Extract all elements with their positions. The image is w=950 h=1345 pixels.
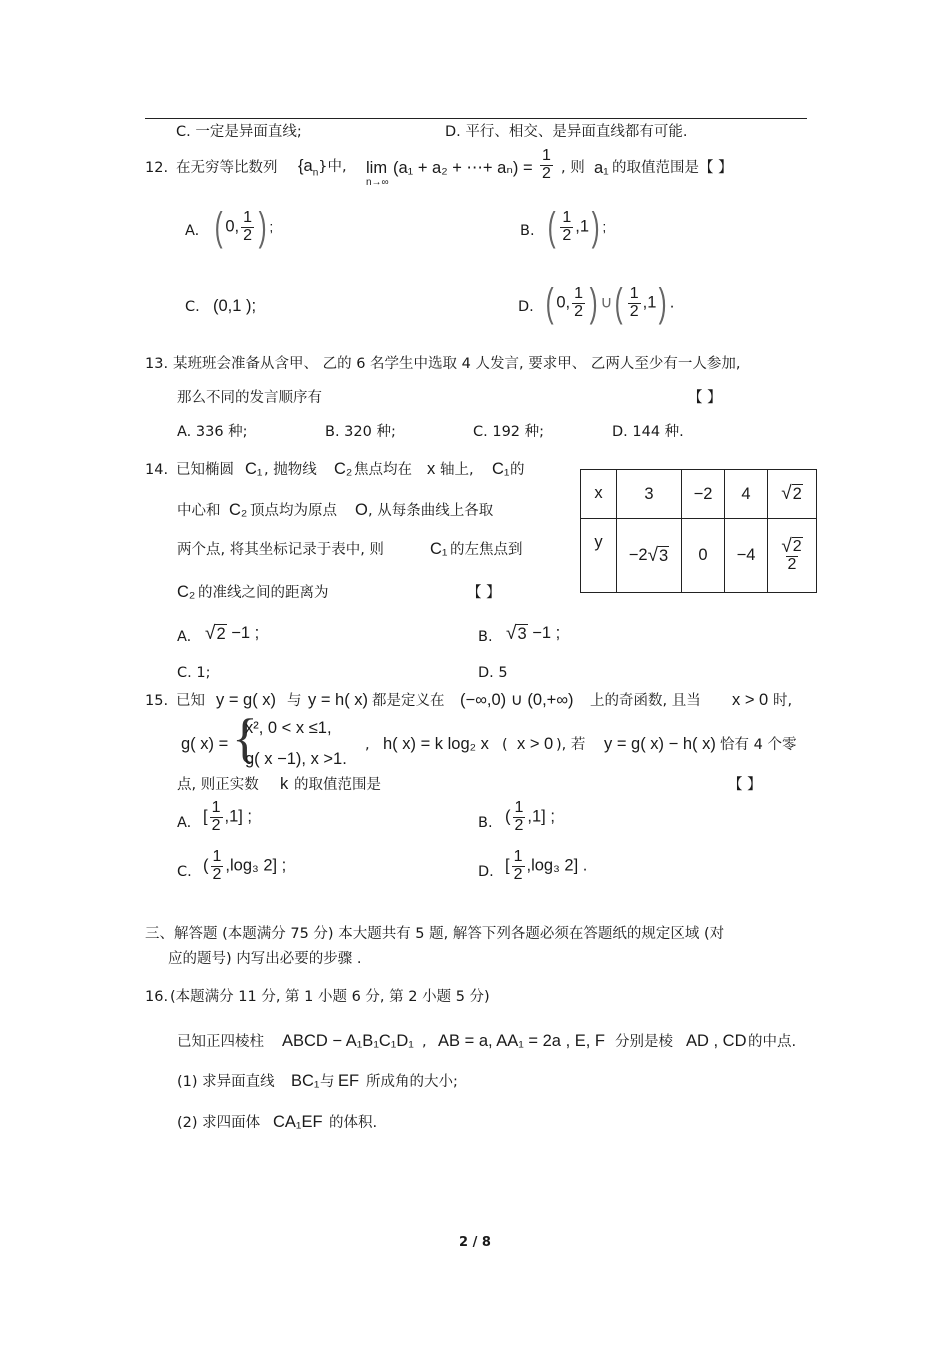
q15-condition: x > 0 — [732, 691, 769, 709]
q16-header: (本题满分 11 分, 第 1 小题 6 分, 第 2 小题 5 分) — [170, 989, 490, 1005]
q15-h-definition: h( x) = k log₂ x — [383, 735, 489, 753]
q16-part1-ef: EF — [338, 1072, 360, 1090]
q15-line1-a: 已知 — [176, 693, 205, 709]
q15-line2-d: ), 若 — [556, 737, 586, 753]
q14-c1b: C₁ — [492, 460, 510, 478]
q15-option-b: ( $\frac{1}{2}$ ,1] ; — [505, 799, 555, 834]
q14-coordinate-table — [580, 469, 817, 593]
q15-domain: (−∞,0) ∪ (0,+∞) — [460, 691, 574, 709]
q16-condition: AB = a, AA₁ = 2a , E, F — [438, 1032, 605, 1050]
q14-line3-a: 两个点, 将其坐标记录于表中, 则 — [177, 542, 384, 558]
q15-line1-d: 上的奇函数, 且当 — [590, 693, 701, 709]
q15-g-func: y = g( x) — [216, 691, 277, 709]
q15-k: k — [280, 775, 289, 793]
q16-stem-d: 的中点. — [748, 1034, 797, 1050]
q14-option-b-label: B. — [478, 629, 493, 645]
q16-part2-tetra: CA₁EF — [273, 1113, 323, 1131]
table-cell: −2 — [682, 470, 725, 519]
q16-number: 16. — [145, 989, 169, 1005]
page-number: 2 / 8 — [459, 1235, 491, 1250]
q12-option-d: ( 0, $\frac{1}{2}$ ) ∪( $\frac{1}{2}$ ,1) . — [545, 281, 675, 325]
q13-option-d: D. 144 种. — [612, 424, 684, 440]
q15-option-a: [ $\frac{1}{2}$ ,1] ; — [203, 799, 253, 834]
q14-option-a-label: A. — [177, 629, 192, 645]
q14-option-b: √ 3 −1 ; — [506, 623, 561, 645]
q12-stem-c: 的取值范围是【 】 — [612, 160, 733, 176]
q12-lim: lim — [366, 159, 388, 177]
q16-part2-b: 的体积. — [329, 1115, 378, 1131]
table-cell: 3 — [617, 470, 682, 519]
q14-line2-a: 中心和 — [177, 503, 221, 519]
q14-c2b: C₂ — [229, 501, 248, 519]
q15-option-c-label: C. — [177, 864, 192, 880]
q14-line2-c: , 从每条曲线上各取 — [368, 503, 494, 519]
q15-zero-func: y = g( x) − h( x) — [604, 735, 716, 753]
q15-h-func: y = h( x) — [308, 691, 369, 709]
q14-line1-c: 焦点均在 — [354, 462, 412, 478]
q14-line1-a: 已知椭圆 — [176, 462, 234, 478]
q15-brace: { — [232, 708, 258, 768]
q12-option-b-label: B. — [520, 223, 535, 239]
table-cell: √ 2 — [768, 470, 817, 519]
q15-line2-b: , — [365, 737, 370, 753]
q12-option-c: (0,1 ); — [213, 297, 257, 315]
q15-option-a-label: A. — [177, 815, 192, 831]
q14-option-d: D. 5 — [478, 665, 508, 681]
q13-option-a: A. 336 种; — [177, 424, 248, 440]
table-cell: −4 — [725, 519, 768, 593]
q13-line1: 某班班会准备从含甲、 乙的 6 名学生中选取 4 人发言, 要求甲、 乙两人至少有一人参加, — [173, 356, 741, 372]
table-cell: x — [581, 470, 617, 519]
q12-option-b: ( $\frac{1}{2}$ ,1) ; — [547, 205, 607, 249]
q15-piece-2: g( x −1), x >1. — [245, 750, 347, 768]
q15-condition-2: x > 0 — [517, 735, 554, 753]
q16-part2-a: (2) 求四面体 — [177, 1115, 261, 1131]
q12-number: 12. — [145, 160, 169, 176]
q15-line1-c: 都是定义在 — [372, 693, 445, 709]
q14-c2: C₂ — [334, 460, 353, 478]
q16-part1-b: 与 — [320, 1074, 335, 1090]
q15-g-lhs: g( x) = — [181, 735, 229, 753]
q14-o: O — [355, 501, 368, 519]
q16-prism: ABCD − A₁B₁C₁D₁ — [282, 1032, 414, 1050]
table-cell: 4 — [725, 470, 768, 519]
q16-part1-a: (1) 求异面直线 — [177, 1074, 275, 1090]
q14-number: 14. — [145, 462, 169, 478]
q11-option-d: D. 平行、相交、是异面直线都有可能. — [445, 124, 688, 140]
q15-bracket: 【 】 — [728, 777, 762, 793]
q15-line2-e: 恰有 4 个零 — [720, 737, 797, 753]
q15-option-d-label: D. — [478, 864, 494, 880]
q12-half: $\frac{1}{2}$ — [542, 147, 551, 182]
q16-part1-c: 所成角的大小; — [366, 1074, 458, 1090]
q14-line1-e: 的 — [510, 462, 525, 478]
q14-line1-d: 轴上, — [440, 462, 474, 478]
q14-option-c: C. 1; — [177, 665, 211, 681]
q12-a1: a₁ — [594, 159, 609, 177]
q12-lim-under: n→∞ — [366, 177, 389, 188]
q14-line3-b: 的左焦点到 — [450, 542, 523, 558]
q14-c1: C₁ — [245, 460, 263, 478]
q15-option-d: [ $\frac{1}{2}$ ,log₃ 2] . — [505, 848, 588, 883]
q13-option-b: B. 320 种; — [325, 424, 396, 440]
q12-option-c-label: C. — [185, 299, 200, 315]
q14-c2c: C₂ — [177, 583, 196, 601]
section3-line1: 三、解答题 (本题满分 75 分) 本大题共有 5 题, 解答下列各题必须在答题纸的规定区域 (对 — [145, 926, 725, 942]
q12-option-a-label: A. — [185, 223, 200, 239]
q12-lim-body: (a₁ + a₂ + ⋯+ aₙ) = — [393, 159, 533, 177]
table-cell: −2 √ 3 — [617, 519, 682, 593]
q14-x: x — [427, 460, 436, 478]
q14-c1c: C₁ — [430, 540, 448, 558]
q15-line3-b: 的取值范围是 — [294, 777, 381, 793]
q12-option-a: ( 0, $\frac{1}{2}$ ) ; — [214, 205, 274, 249]
q12-stem-a: 在无穷等比数列 — [176, 160, 278, 176]
q16-stem-a: 已知正四棱柱 — [177, 1034, 264, 1050]
q16-stem-b: , — [422, 1034, 427, 1050]
q16-part1-bc1: BC₁ — [291, 1072, 320, 1090]
q14-line4-b: 的准线之间的距离为 — [198, 585, 329, 601]
q15-option-b-label: B. — [478, 815, 493, 831]
q13-option-c: C. 192 种; — [473, 424, 545, 440]
header-rule — [145, 118, 807, 119]
q12-seq: $\{a_n\}$中, — [298, 157, 347, 179]
q13-number: 13. — [145, 356, 169, 372]
q14-line1-b: , 抛物线 — [264, 462, 317, 478]
table-cell: y — [581, 519, 617, 593]
q13-line2: 那么不同的发言顺序有 — [177, 390, 322, 406]
q15-option-c: ( $\frac{1}{2}$ ,log₃ 2] ; — [203, 848, 287, 883]
q15-line1-e: 时, — [773, 693, 793, 709]
section3-line2: 应的题号) 内写出必要的步骤 . — [168, 951, 362, 967]
q16-stem-c: 分别是棱 — [615, 1034, 673, 1050]
table-cell: 0 — [682, 519, 725, 593]
table-cell: √ 2 2 — [768, 519, 817, 593]
q16-edges: AD , CD — [686, 1032, 747, 1050]
q12-stem-b: , 则 — [561, 160, 585, 176]
q14-bracket: 【 】 — [467, 585, 501, 601]
q12-option-d-label: D. — [518, 299, 534, 315]
q13-bracket: 【 】 — [688, 390, 722, 406]
q14-line2-b: 顶点均为原点 — [250, 503, 337, 519]
q15-piece-1: x², 0 < x ≤1, — [245, 719, 332, 737]
q15-line3-a: 点, 则正实数 — [177, 777, 259, 793]
q15-number: 15. — [145, 693, 169, 709]
q14-option-a: √ 2 −1 ; — [205, 623, 260, 645]
q11-option-c: C. 一定是异面直线; — [176, 124, 302, 140]
q15-line2-c: ( — [502, 737, 508, 753]
q15-line1-b: 与 — [287, 693, 302, 709]
